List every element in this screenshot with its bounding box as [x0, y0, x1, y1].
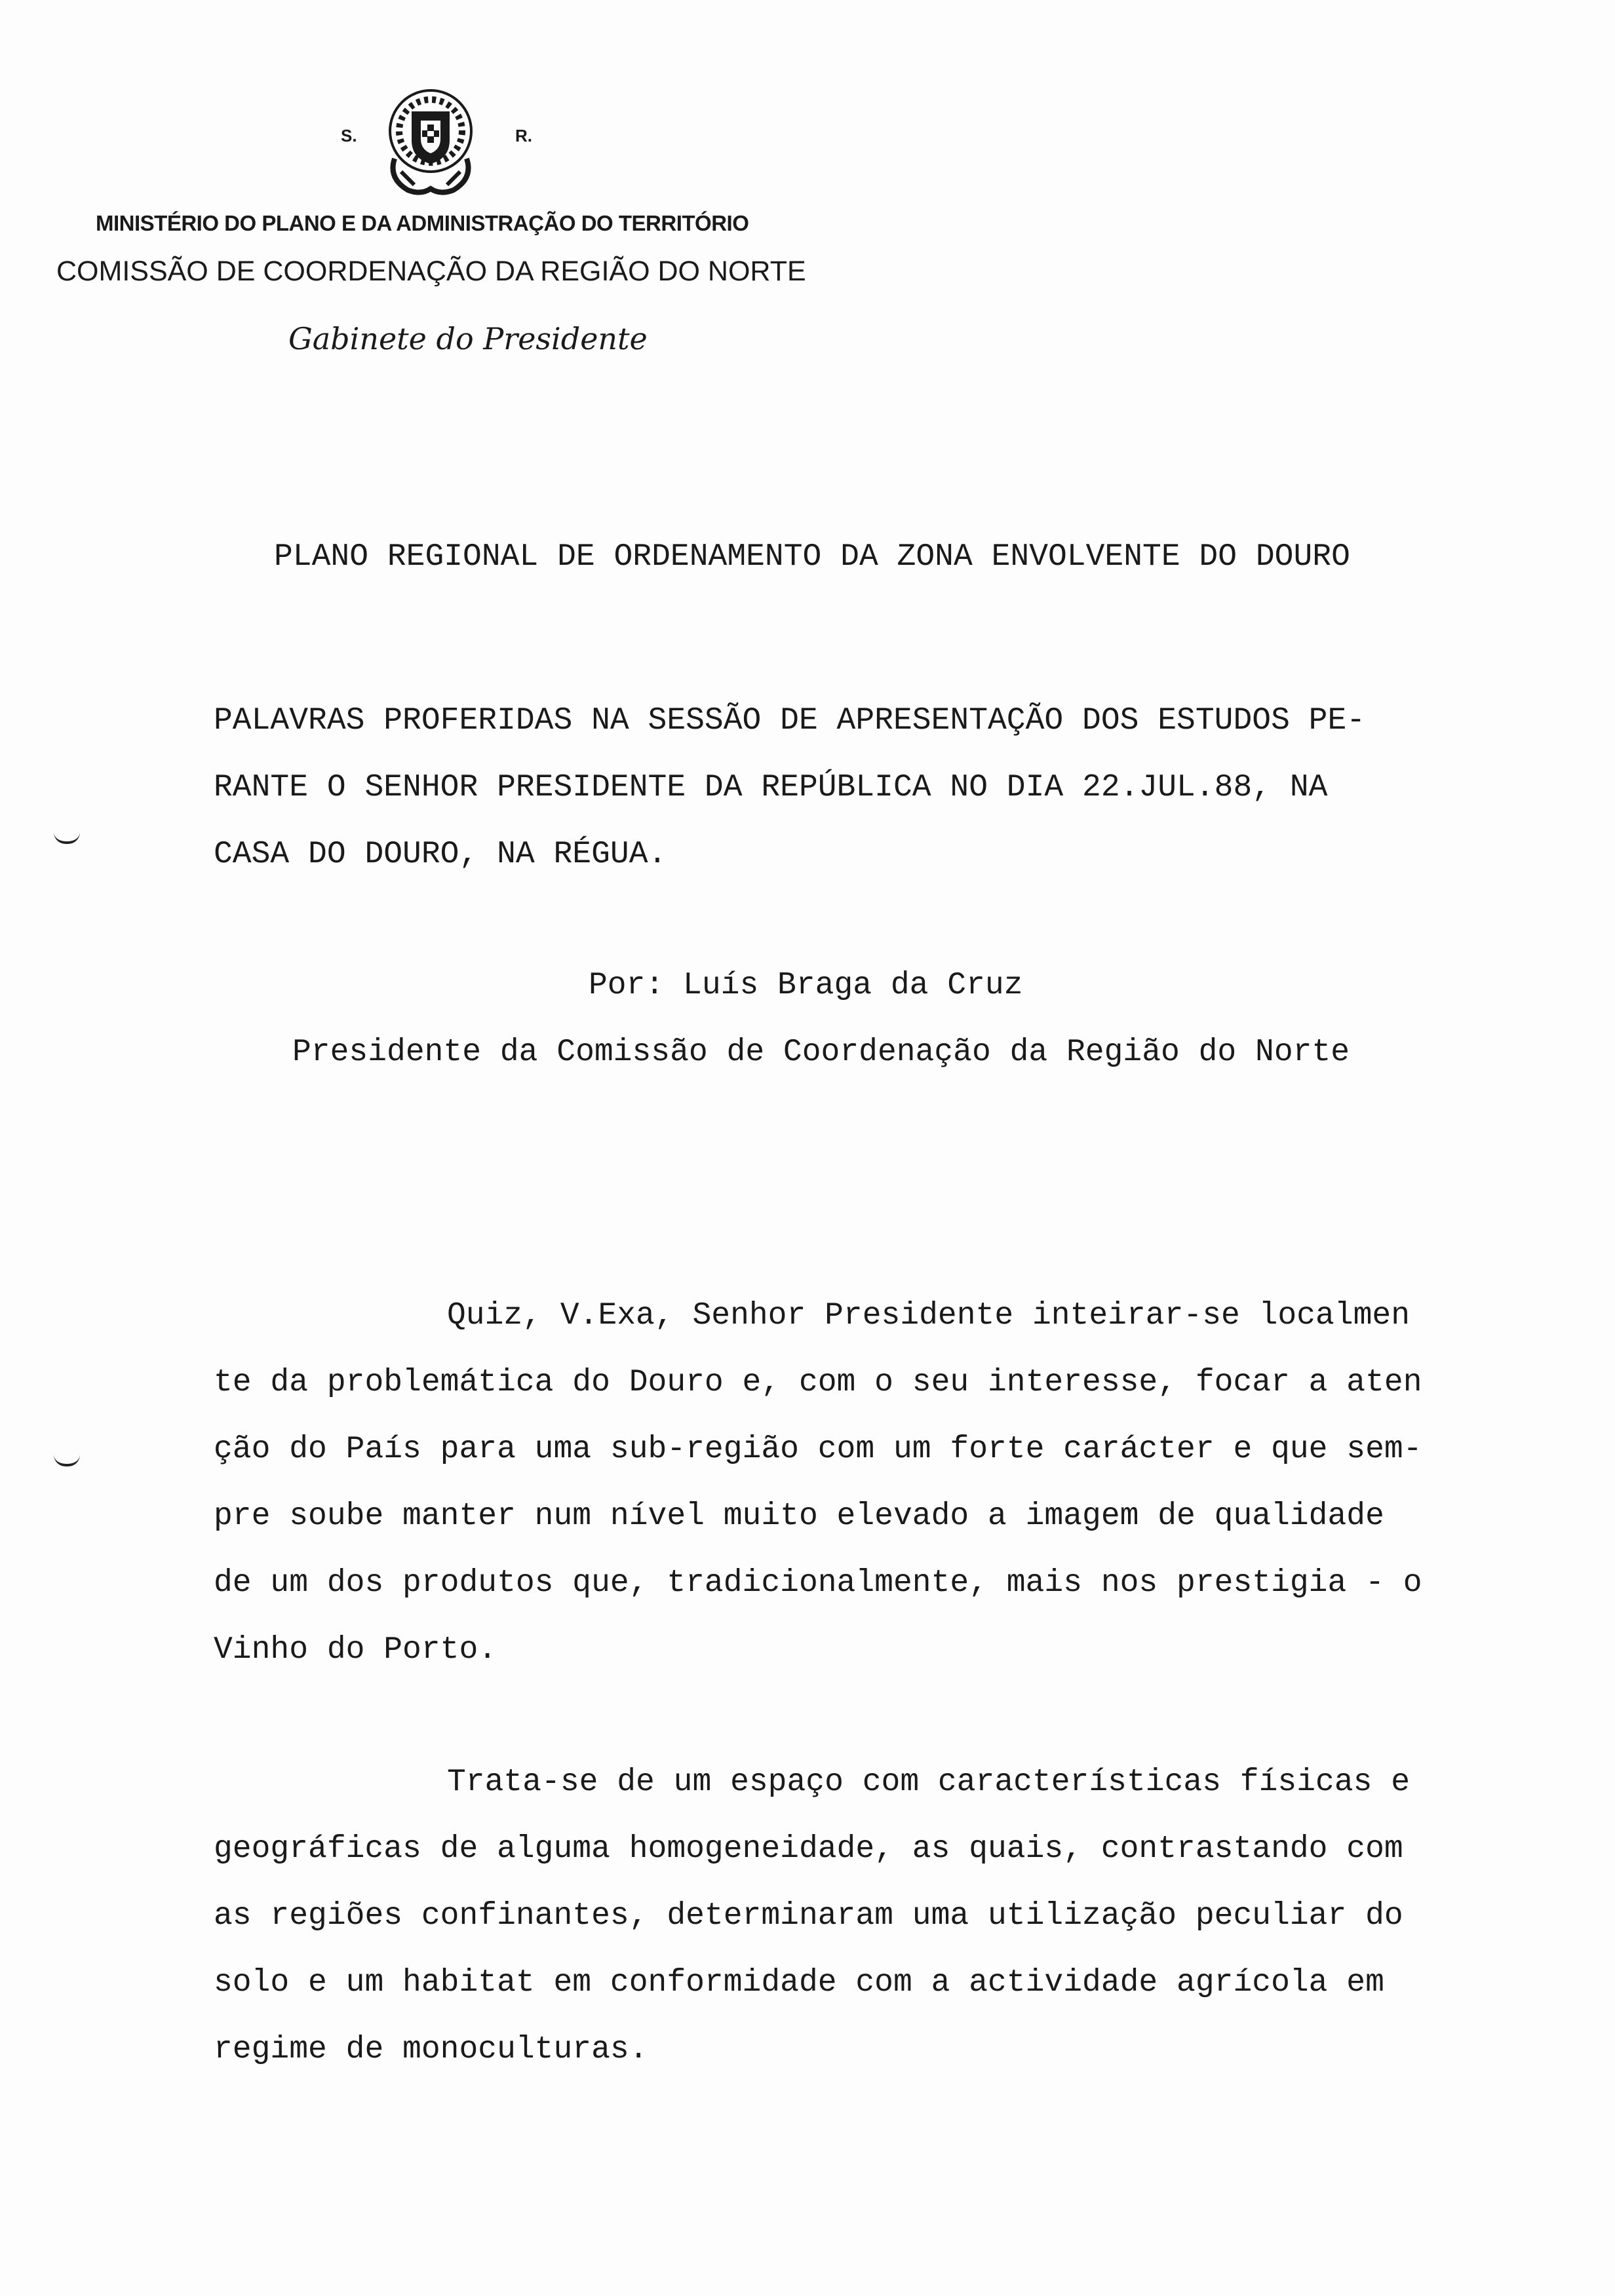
author-role: Presidente da Comissão de Coordenação da Região do Norte: [292, 1035, 1350, 1070]
paragraph-line: regime de monoculturas.: [214, 2032, 648, 2067]
crest-label-r: R.: [515, 126, 532, 145]
author-name: Por: Luís Braga da Cruz: [589, 968, 1023, 1003]
paragraph-line: as regiões confinantes, determinaram uma utilização peculiar do: [214, 1898, 1403, 1934]
crest-label-s: S.: [341, 126, 357, 145]
paragraph-line: Trata-se de um espaço com características físicas e: [447, 1765, 1411, 1800]
coat-of-arms-icon: [375, 80, 486, 197]
paragraph-line: solo e um habitat em conformidade com a actividade agrícola em: [214, 1965, 1384, 2000]
paragraph-line: geográficas de alguma homogeneidade, as quais, contrastando com: [214, 1831, 1403, 1867]
subtitle-line: CASA DO DOURO, NA RÉGUA.: [214, 837, 667, 872]
paragraph-line: Vinho do Porto.: [214, 1632, 497, 1668]
margin-mark: [54, 1455, 80, 1466]
paragraph-line: Quiz, V.Exa, Senhor Presidente inteirar-se localmen: [447, 1298, 1411, 1333]
subtitle-line: PALAVRAS PROFERIDAS NA SESSÃO DE APRESENTAÇÃO DOS ESTUDOS PE-: [214, 703, 1366, 738]
ministry-name: MINISTÉRIO DO PLANO E DA ADMINISTRAÇÃO DO TERRITÓRIO: [96, 211, 749, 235]
paragraph-line: te da problemática do Douro e, com o seu interesse, focar a aten: [214, 1365, 1422, 1400]
margin-mark: [54, 832, 80, 844]
paragraph-line: pre soube manter num nível muito elevado a imagem de qualidade: [214, 1499, 1384, 1534]
subtitle-line: RANTE O SENHOR PRESIDENTE DA REPÚBLICA NO DIA 22.JUL.88, NA: [214, 770, 1328, 805]
document-title: PLANO REGIONAL DE ORDENAMENTO DA ZONA ENVOLVENTE DO DOURO: [274, 539, 1350, 575]
paragraph-line: de um dos produtos que, tradicionalmente, mais nos prestigia - o: [214, 1565, 1422, 1601]
cabinet-label: Gabinete do Presidente: [288, 321, 648, 356]
commission-name: COMISSÃO DE COORDENAÇÃO DA REGIÃO DO NORTE: [56, 256, 806, 287]
paragraph-line: ção do País para uma sub-região com um forte carácter e que sem-: [214, 1432, 1422, 1467]
